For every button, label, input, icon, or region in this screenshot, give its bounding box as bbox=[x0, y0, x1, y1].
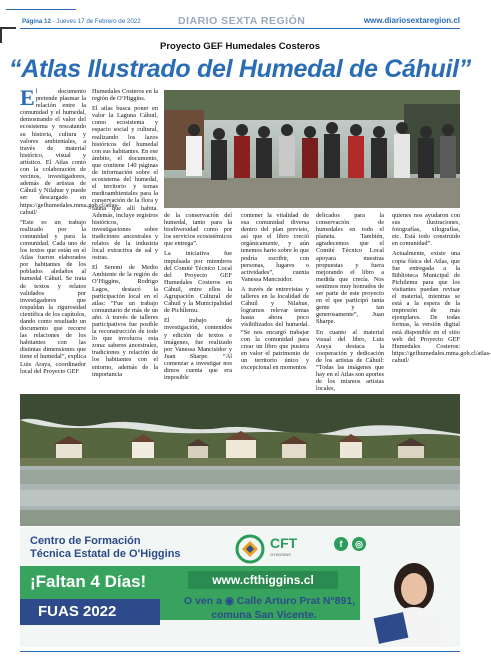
facebook-icon[interactable]: f bbox=[334, 537, 348, 551]
instagram-icon[interactable]: ◎ bbox=[352, 537, 366, 551]
article-column-5: delicados para la conservación de humedales en todo el planeta. También, agradecemos que el Comité Técnico Local apoyara nuestras propuestas y fuera mejorando el libro a medida que crecía. Nos sentimos muy honrados de ser parte de este proyecto en el que participó tanta gente y tan generosamente”, Juan Sharpe. En cuanto al material visual del libro, Luis Araya destaca la cooperación y dedicación de los artistas de Cáhuil: “Todas las imágenes que hay en el Atlas son aportes de los mismos artistas locales, bbox=[316, 212, 384, 393]
article-kicker: Proyecto GEF Humedales Costeros bbox=[160, 41, 320, 52]
ad-url[interactable]: www.cfthiggins.cl bbox=[188, 571, 338, 589]
masthead: DIARIO SEXTA REGIÓN bbox=[178, 15, 306, 27]
ad-brand-sub: O'HIGGINS bbox=[270, 552, 291, 557]
article-title: “Atlas Ilustrado del Humedal de Cáhuil” bbox=[9, 55, 471, 83]
article-column-4: contener la vitalidad de esa comunidad diversa dentro del plan previsto, así que el libro creció orgánicamente, y aún tenemos harto sobre lo que podría escribir, con personas, lugares o actividades”, cuenta Vanessa Mancisidor. A través de entrevistas y talleres en la localidad de Cáhuil y Nilahue, logramos relevar temas hasta ahora poco visibilizados del humedal. “Se nos encargó trabajar con la comunidad para crear un libro que pusiera en valor el patrimonio de un territorio único y excepcional en momentos bbox=[241, 212, 309, 371]
article-column-2: Humedales Costeros en la región de O’Higgins. El atlas busca poner en valor la Laguna Cáhuil, como ecosistema y espacio social y cultural, realizando los lazos históricos del humedal con sus habitantes. En ese ámbito, el documento, que contiene 140 páginas de información sobre el ecosistema del humedal, el territorio y temas medioambientales para la conservación de la flora y fauna que allí habita. Además, incluye registros históricos, investigaciones sobre tradiciones ancestrales y relatos de la industria local extractiva de sal y ostras. El Seremi de Medio Ambiente de la región de O’Higgins, Rodrigo Lagos, destacó la participación local en el atlas: “Fue un trabajo comunitario de más de un año. A través de talleres participativos fue posible la reconstrucción de todo lo que involucra esta zona: saberes ancestrales, tradiciones y relación de los habitantes con el entorno, además de la importancia bbox=[92, 88, 158, 378]
article-column-1: El documento pretende plasmar la relación entre la comunidad y el humedal, demostrando el valor del ecosistema y rescatando su historia, cultura y valores ambientales, a través de material histórico, visual y artístico. El Atlas contó con la colaboración de vecinos, investigadores, además de artistas de Cáhuil y Nilahue y puede ser descargado en https://gefhumedales.mma.gob.cl/atlas-cahuil/ “Este es un trabajo realizado por la comunidad y para la comunidad. Cada uno de los textos que están en el Atlas fueron elaborados por habitantes de los poblados aledaños al humedal Cáhuil. Se trata de textos y relatos validados por investigadores que respaldan la rigurosidad científica de los capítulos, dando como resultado un documento que recorre las relaciones de los habitantes con las distintas dimensiones que tiene el humedal”, explica Luis Araya, coordinador local del Proyecto GEF bbox=[20, 85, 120, 375]
page-header bbox=[0, 0, 480, 36]
ad-brand: CFT bbox=[270, 535, 298, 551]
student-photo bbox=[358, 557, 460, 647]
header-rule-left bbox=[6, 9, 76, 10]
article-column-6: quienes nos ayudaron con sus ilustraciones, fotografías, xilografías, etc. Está todo construido en comunidad”. Actualmente, existe una copia física del Atlas, que fue entregada a la Biblioteca Municipal de Pichilemu para que los visitantes puedan revisar el material, mientras se está a la espera de la impresión de más ejemplares. De todas formas, la versión digital está disponible en el sitio web del Proyecto GEF Humedales Costeros: https://gefhumedales.mma.gob.cl/atlas-cahuil/ bbox=[392, 212, 491, 364]
group-photo bbox=[164, 90, 460, 208]
drop-cap: E bbox=[20, 85, 35, 110]
page-number-date: Página 12 - Jueves 17 de Febrero de 2022 bbox=[22, 18, 141, 25]
cft-advertisement[interactable] bbox=[20, 527, 460, 647]
article-column-3: de la conservación del humedal, tanto para la biodiversidad como por los servicios ecosistémicos que entrega”. La iniciativa fue impulsada por miembros del Comité Técnico Local del Proyecto GEF Humedales Costeros en Cáhuil, entre ellos la Agrupación Cultural de Cáhuil y la Municipalidad de Pichilemu. El trabajo de investigación, contenidos y edición de textos e imágenes, fue realizado por Vanessa Mancisidor y Juan Sharpe. “Al comenzar a investigar nos dimos cuenta que era imposible bbox=[164, 212, 232, 382]
ad-address-line-1: O ven a ◉ Calle Arturo Prat N°891, bbox=[184, 595, 356, 607]
header-rule bbox=[20, 28, 460, 29]
footer-rule bbox=[20, 651, 460, 652]
ad-institution-line-1: Centro de Formación bbox=[30, 535, 141, 547]
ad-countdown: ¡Faltan 4 Días! bbox=[30, 572, 147, 591]
ad-institution-line-2: Técnica Estatal de O'Higgins bbox=[30, 548, 181, 560]
ad-fuas: FUAS 2022 bbox=[38, 603, 117, 620]
header-site-link[interactable]: www.diariosextaregion.cl bbox=[363, 16, 460, 25]
wetland-photo bbox=[20, 394, 460, 526]
ad-address-line-2: comuna San Vicente. bbox=[211, 609, 317, 621]
